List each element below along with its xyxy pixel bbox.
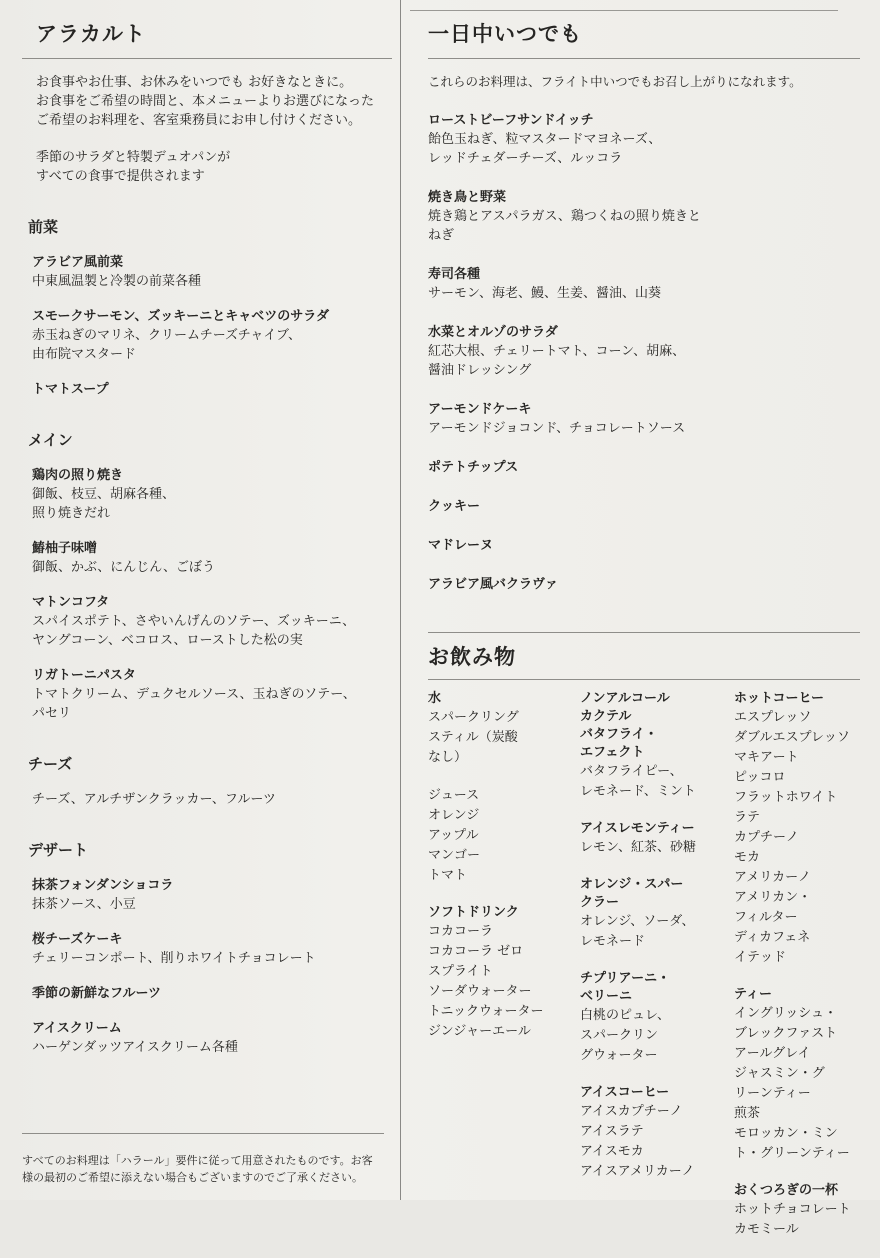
drink-group — [580, 1084, 734, 1182]
drink-item: アールグレイ — [734, 1046, 811, 1061]
anytime-item — [428, 400, 860, 438]
drink-item: ト・グリーンティー — [734, 1146, 850, 1161]
drink-group-heading: カクテル — [580, 709, 632, 724]
drink-item: ダブルエスプレッソ — [734, 730, 850, 745]
drinks-rule — [428, 679, 860, 680]
drink-group-heading: アイスコーヒー — [580, 1085, 670, 1100]
drink-group-heading: ベリーニ — [580, 989, 633, 1004]
anytime-item — [428, 265, 860, 303]
section-heading: メイン — [28, 431, 73, 449]
menu-item-description: パセリ — [32, 706, 72, 721]
drinks-section — [428, 632, 860, 1258]
anytime-item-name: 寿司各種 — [428, 267, 481, 282]
anytime-rule — [428, 58, 860, 59]
menu-item-description: 抹茶ソース、小豆 — [32, 897, 136, 912]
anytime-items — [428, 111, 860, 594]
drink-item: イテッド — [734, 950, 787, 965]
drink-item: グウォーター — [580, 1048, 658, 1063]
drink-group — [734, 986, 860, 1164]
drink-group-heading: ノンアルコール — [580, 691, 670, 706]
menu-item-description: 赤玉ねぎのマリネ、クリームチーズチャイブ、 — [32, 328, 301, 343]
drink-item: オレンジ、ソーダ、 — [580, 914, 695, 929]
drink-item: マキアート — [734, 750, 799, 765]
drink-group — [428, 786, 580, 886]
anytime-item — [428, 458, 860, 477]
menu-item-description: スパイスポテト、さやいんげんのソテー、ズッキーニ、 — [32, 614, 356, 629]
anytime-item-description: 飴色玉ねぎ、粒マスタードマヨネーズ、 — [428, 132, 662, 147]
drink-item: レモン、紅茶、砂糖 — [580, 840, 696, 855]
drinks-column — [734, 690, 860, 1258]
drink-group-heading: アイスレモンティー — [580, 821, 695, 836]
drink-group — [734, 1182, 860, 1240]
menu-item-description: 御飯、枝豆、胡麻各種、 — [32, 487, 176, 502]
menu-item-description: 御飯、かぶ、にんじん、ごぼう — [32, 560, 216, 575]
anytime-item-description: ねぎ — [428, 228, 455, 243]
menu-item — [22, 466, 392, 523]
drink-item: スパークリン — [580, 1028, 659, 1043]
anytime-item — [428, 575, 860, 594]
drink-item: 白桃のピュレ、 — [580, 1008, 670, 1023]
drink-item: バタフライピー、 — [580, 764, 683, 779]
menu-item — [22, 876, 392, 914]
anytime-item-name: ポテトチップス — [428, 460, 519, 475]
anytime-item-description: アーモンドジョコンド、チョコレートソース — [428, 421, 686, 436]
anytime-item-name: 水菜とオルゾのサラダ — [428, 325, 558, 340]
drink-group — [734, 690, 860, 968]
anytime-item — [428, 497, 860, 516]
drink-item: ピッコロ — [734, 770, 786, 785]
drink-item: アイスカプチーノ — [580, 1104, 683, 1119]
anytime-item-name: アーモンドケーキ — [428, 402, 532, 417]
section-heading: 前菜 — [28, 218, 59, 236]
drink-item: アップル — [428, 828, 479, 843]
drink-item: オレンジ — [428, 808, 480, 823]
anytime-item-name: アラビア風バクラヴァ — [428, 577, 558, 592]
drinks-column — [428, 690, 580, 1258]
drinks-top-rule — [428, 632, 860, 633]
footnote-rule — [22, 1133, 384, 1134]
anytime-item-name: マドレーヌ — [428, 538, 494, 553]
anytime-item — [428, 111, 860, 168]
drink-group-heading: おくつろぎの一杯 — [734, 1183, 839, 1198]
drink-item: ソーダウォーター — [428, 984, 532, 999]
drink-group-heading: ホットコーヒー — [734, 691, 824, 706]
anytime-intro: これらのお料理は、フライト中いつでもお召し上がりになれます。 — [428, 74, 802, 89]
drink-group-heading: オレンジ・スパー — [580, 877, 684, 892]
menu-item-description: チーズ、アルチザンクラッカー、フルーツ — [32, 792, 276, 807]
anytime-item — [428, 188, 860, 245]
menu-item-name: アイスクリーム — [32, 1021, 122, 1036]
menu-item — [22, 790, 392, 809]
menu-item-description: 中東風温製と冷製の前菜各種 — [32, 274, 202, 289]
anytime-item-description: 焼き鶏とアスパラガス、鶏つくねの照り焼きと — [428, 209, 701, 224]
menu-item-name: マトンコフタ — [32, 595, 110, 610]
drinks-columns — [428, 690, 860, 1258]
drink-item: イングリッシュ・ — [734, 1006, 837, 1021]
drink-group — [580, 876, 734, 952]
menu-item-description: 照り焼きだれ — [32, 506, 111, 521]
menu-item — [22, 930, 392, 968]
drink-item: 煎茶 — [734, 1106, 761, 1121]
drink-group-heading: チプリアーニ・ — [580, 971, 671, 986]
drink-item: ホットチョコレート — [734, 1202, 851, 1217]
drink-item: スパークリング — [428, 710, 519, 725]
anytime-item-description: レッドチェダーチーズ、ルッコラ — [428, 151, 623, 166]
drink-item: フィルター — [734, 910, 798, 925]
menu-item-name: 季節の新鮮なフルーツ — [32, 986, 161, 1001]
menu-item-name: 桜チーズケーキ — [32, 932, 123, 947]
alacarte-column — [22, 18, 392, 1057]
drink-item: アメリカーノ — [734, 870, 811, 885]
drink-item: リーンティー — [734, 1086, 811, 1101]
drink-group — [580, 820, 734, 858]
column-divider — [400, 0, 401, 1200]
drink-item: コカコーラ — [428, 924, 494, 939]
drink-group-heading: バタフライ・ — [580, 727, 658, 742]
menu-item-name: 抹茶フォンダンショコラ — [32, 878, 174, 893]
drink-item: アイスモカ — [580, 1144, 644, 1159]
drink-item: アイスアメリカーノ — [580, 1164, 695, 1179]
menu-item — [22, 666, 392, 723]
anytime-item-name: 焼き鳥と野菜 — [428, 190, 507, 205]
menu-item-name: リガトーニパスタ — [32, 668, 136, 683]
anytime-title: 一日中いつでも — [428, 22, 582, 46]
drink-item: ジンジャーエール — [428, 1024, 531, 1039]
drink-item: ブレックファスト — [734, 1026, 838, 1041]
drink-group — [580, 690, 734, 802]
menu-item — [22, 1019, 392, 1057]
anytime-item — [428, 536, 860, 555]
drink-item: レモネード — [580, 934, 646, 949]
menu-item-name: スモークサーモン、ズッキーニとキャベツのサラダ — [32, 309, 330, 324]
alacarte-title: アラカルト — [36, 22, 146, 46]
drink-item: マンゴー — [428, 848, 481, 863]
menu-item-description: ヤングコーン、ベコロス、ローストした松の実 — [32, 633, 303, 648]
menu-item-name: アラビア風前菜 — [32, 255, 124, 270]
drink-item: モカ — [734, 850, 761, 865]
drink-item: フラットホワイト — [734, 790, 838, 805]
drink-item: トマト — [428, 868, 468, 883]
drink-item: ジュース — [428, 788, 480, 803]
drink-item: モロッカン・ミン — [734, 1126, 838, 1141]
drink-group — [428, 904, 580, 1042]
drink-group — [580, 970, 734, 1066]
alacarte-rule — [22, 58, 392, 59]
drink-group-heading: ソフトドリンク — [428, 905, 519, 920]
menu-item-name: 鰆柚子味噌 — [32, 541, 98, 556]
anytime-column — [428, 18, 860, 1258]
menu-item-name: トマトスープ — [32, 382, 109, 397]
halal-footnote: すべてのお料理は「ハラール」要件に従って用意されたものです。お客 様の最初のご希望に添えない場合もございますのでご了承ください。 — [22, 1154, 373, 1184]
menu-item — [22, 593, 392, 650]
drink-item: なし） — [428, 750, 468, 765]
drink-item: レモネード、ミント — [580, 784, 696, 799]
drink-item: スプライト — [428, 964, 493, 979]
drink-group-heading: 水 — [428, 691, 442, 706]
anytime-item-description: 紅芯大根、チェリートマト、コーン、胡麻、 — [428, 344, 686, 359]
drink-group-heading: クラー — [580, 895, 620, 910]
drink-item: トニックウォーター — [428, 1004, 544, 1019]
alacarte-intro-bread: 季節のサラダと特製デュオパンが すべての食事で提供されます — [36, 150, 231, 184]
drink-item: カプチーノ — [734, 830, 799, 845]
drink-item: コカコーラ ゼロ — [428, 944, 524, 959]
drink-group-heading: ティー — [734, 987, 772, 1002]
drink-item: ディカフェネ — [734, 930, 811, 945]
section-heading: チーズ — [28, 755, 73, 773]
menu-item — [22, 539, 392, 577]
menu-item — [22, 984, 392, 1003]
drink-group-heading: エフェクト — [580, 745, 645, 760]
menu-item — [22, 380, 392, 399]
drink-item: ジャスミン・グ — [734, 1066, 825, 1081]
drink-item: アイスラテ — [580, 1124, 644, 1139]
menu-item — [22, 307, 392, 364]
drink-group — [428, 690, 580, 768]
drinks-column — [580, 690, 734, 1258]
menu-item-description: 由布院マスタード — [32, 347, 137, 362]
menu-item-name: 鶏肉の照り焼き — [32, 468, 124, 483]
alacarte-sections — [22, 216, 392, 1057]
anytime-item-description: サーモン、海老、鰻、生姜、醤油、山葵 — [428, 286, 661, 301]
drink-item: カモミール — [734, 1222, 799, 1237]
anytime-item-name: ローストビーフサンドイッチ — [428, 113, 594, 128]
menu-item — [22, 253, 392, 291]
drink-item: アメリカン・ — [734, 890, 812, 905]
menu-item-description: ハーゲンダッツアイスクリーム各種 — [32, 1040, 238, 1055]
menu-item-description: チェリーコンポート、削りホワイトチョコレート — [32, 951, 316, 966]
drink-item: スティル（炭酸 — [428, 730, 518, 745]
alacarte-intro: お食事やお仕事、お休みをいつでも お好きなときに。 お食事をご希望の時間と、本メニューよりお選びになった ご希望のお料理を、客室乗務員にお申し付けください。 — [36, 75, 375, 128]
drink-item: エスプレッソ — [734, 710, 812, 725]
top-rule — [410, 10, 838, 11]
menu-item-description: トマトクリーム、デュクセルソース、玉ねぎのソテー、 — [32, 687, 356, 702]
drink-item: ラテ — [734, 810, 761, 825]
drinks-title: お飲み物 — [428, 645, 516, 669]
anytime-item-name: クッキー — [428, 499, 481, 514]
anytime-item-description: 醤油ドレッシング — [428, 363, 532, 378]
anytime-item — [428, 323, 860, 380]
section-heading: デザート — [28, 841, 89, 859]
